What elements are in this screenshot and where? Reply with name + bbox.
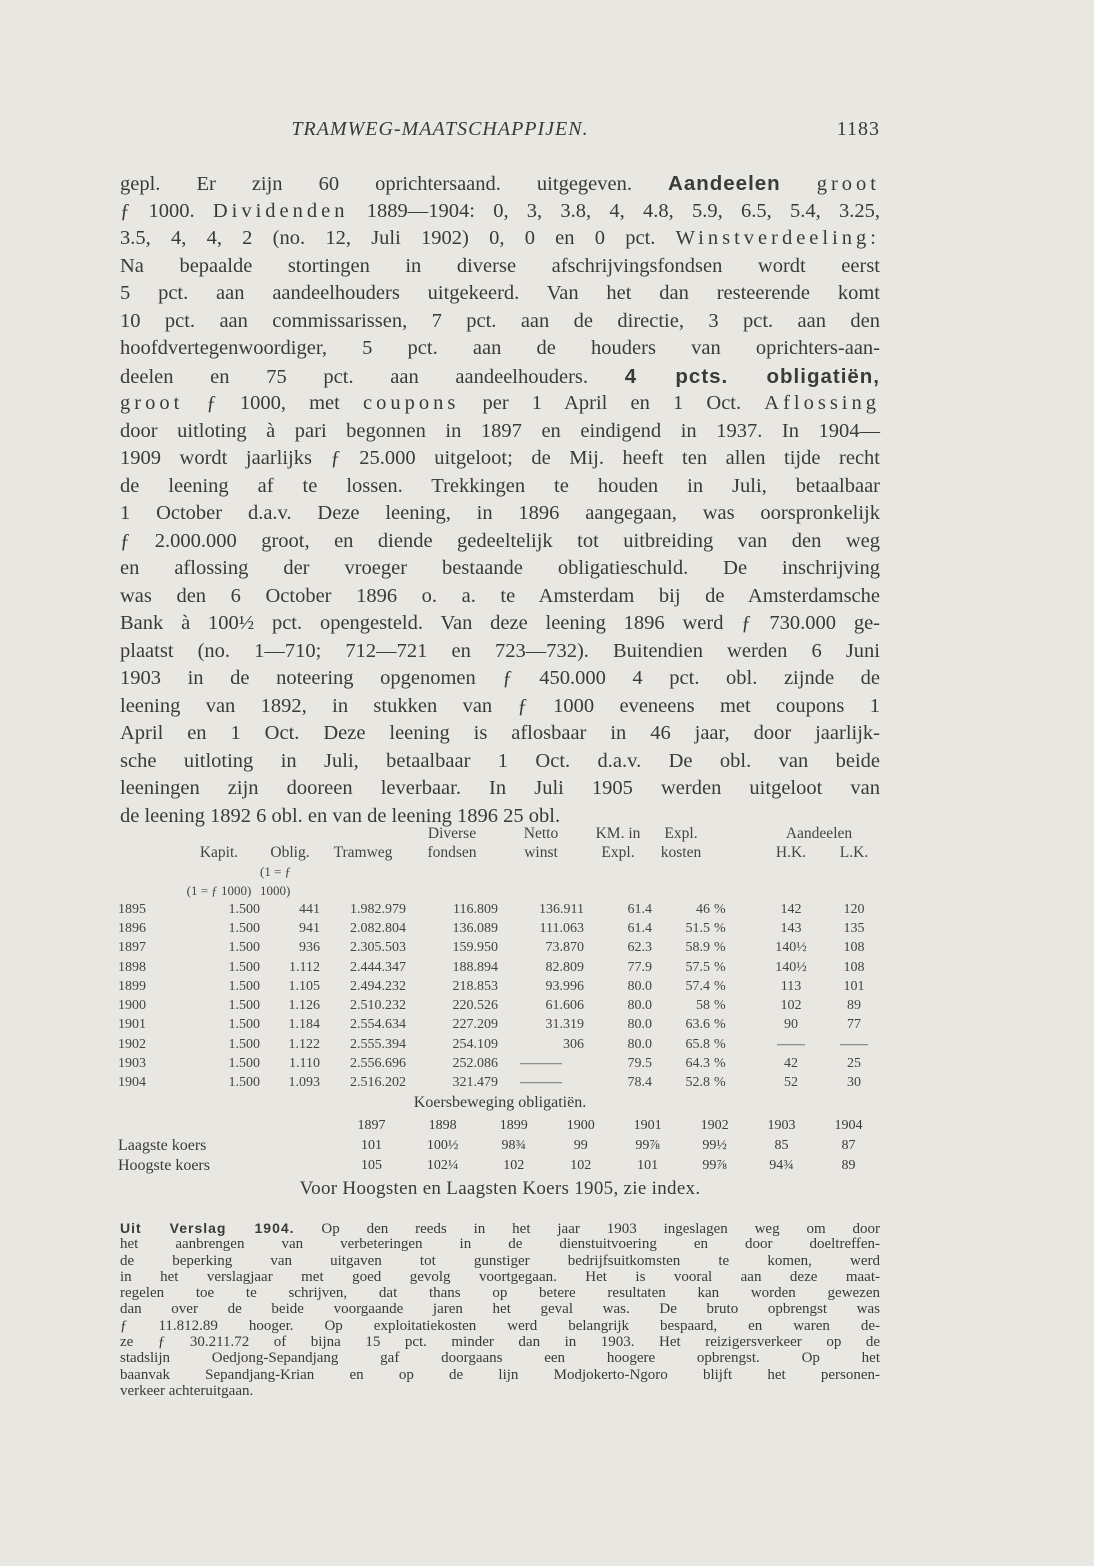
table-cell: 77	[847, 1017, 861, 1033]
text-segment: coupons	[363, 392, 460, 414]
text-line	[120, 198, 880, 226]
table-cell: 142	[780, 901, 802, 917]
table-cell: 441	[299, 901, 320, 917]
text-segment: ƒ 1000, met	[183, 392, 363, 414]
table-cell: 140½	[775, 940, 807, 956]
table-cell: %	[714, 940, 726, 956]
year-cell: 1900	[566, 1118, 595, 1133]
table-cell: 89	[847, 998, 861, 1014]
table-cell: 2.305.503	[350, 940, 406, 956]
table-cell: 1.500	[228, 901, 260, 917]
table-cell: %	[714, 998, 726, 1014]
table-cell: 1.982.979	[350, 901, 406, 917]
text-segment: April en 1 Oct. Deze leening is aflosbaar in 46 jaar, door jaarlijk-	[120, 722, 880, 744]
text-segment: 1909 wordt jaarlijks ƒ 25.000 uitgeloot; de Mij. heeft ten allen tijde recht	[120, 447, 880, 469]
table-cell: 1902	[118, 1036, 146, 1052]
text-segment: in het verslagjaar met goed gevolg voortgegaan. Het is vooral aan deze maat-	[120, 1268, 880, 1285]
text-segment: 10 pct. aan commissarissen, 7 pct. aan de directie, 3 pct. aan den	[120, 309, 880, 332]
table-cell: 73.870	[545, 940, 584, 956]
table-cell: 254.109	[452, 1036, 498, 1052]
table-cell: 2.510.232	[350, 998, 406, 1014]
table-cell: 116.809	[453, 901, 498, 917]
table-row	[118, 1074, 882, 1093]
table-cell: 1.500	[228, 1036, 260, 1052]
table-cell: 111.063	[539, 920, 584, 936]
text-line	[120, 665, 880, 693]
table-unit-row	[118, 862, 882, 900]
table-cell: 1897	[118, 940, 146, 956]
table-row	[118, 977, 882, 996]
table-cell: 80.0	[627, 978, 652, 994]
text-line	[120, 693, 880, 721]
year-cell: 1901	[633, 1118, 662, 1133]
table-cell: ——	[777, 1036, 805, 1052]
table-cell: 2.556.696	[350, 1056, 406, 1072]
text-segment: de leening af te lossen. Trekkingen te houden in Juli, betaalbaar	[120, 474, 880, 497]
koers-cell: 99½	[702, 1138, 727, 1153]
table-cell: 61.4	[627, 901, 652, 917]
table-cell: 31.319	[545, 1017, 584, 1033]
text-segment: leening van 1892, in stukken van ƒ 1000 eveneens met coupons 1	[120, 694, 880, 717]
table-cell: 1.126	[288, 998, 320, 1014]
text-segment: 5 pct. aan aandeelhouders uitgekeerd. Van het dan resteerende komt	[120, 282, 880, 304]
year-cell: 1903	[767, 1118, 796, 1133]
text-segment: Aflossing	[764, 392, 880, 414]
text-segment: dan over de beide voorgaande jaren het geval was. De bruto opbrengst was	[120, 1301, 880, 1318]
koers-cell: 99	[573, 1138, 588, 1153]
table-cell: 2.555.394	[350, 1036, 406, 1052]
table-cell: 136.089	[452, 920, 498, 936]
col-header: L.K.	[839, 844, 869, 861]
koers-cell: 89	[841, 1158, 856, 1173]
table-cell: 159.950	[452, 940, 498, 956]
table-cell: 90	[784, 1017, 798, 1033]
col-header: Oblig.	[270, 844, 310, 861]
unit-note: (1 = ƒ 1000)	[186, 883, 252, 898]
text-segment: deelen en 75 pct. aan aandeelhouders.	[120, 365, 625, 388]
text-segment: groot	[120, 392, 184, 414]
year-cell: 1898	[428, 1118, 457, 1133]
koers-cell: 102	[503, 1158, 525, 1173]
table-cell: 80.0	[627, 998, 652, 1014]
table-cell: 1.500	[228, 1017, 260, 1033]
table-cell: 63.6	[685, 1017, 710, 1033]
unit-note: (1 = ƒ 1000)	[260, 864, 292, 898]
koers-cell: 100½	[426, 1138, 459, 1153]
text-segment: stadslijn Oedjong-Sepandjang gaf doorgaans een hoogere opbrengst. Op het	[120, 1350, 880, 1367]
col-header: Netto	[523, 825, 559, 842]
col-header: Expl.	[601, 844, 635, 861]
text-segment: regelen toe te schrijven, dat thans op betere resultaten kan worden gewezen	[120, 1285, 880, 1302]
table-cell: 57.5	[685, 959, 710, 975]
year-cell: 1902	[700, 1118, 729, 1133]
text-segment: ƒ 1000.	[120, 199, 213, 222]
text-line	[120, 1269, 880, 1285]
table-cell: 78.4	[627, 1075, 652, 1091]
koers-cell: 102	[570, 1158, 592, 1173]
table-cell: 42	[784, 1056, 798, 1072]
text-line	[120, 308, 880, 336]
col-header: kosten	[660, 844, 702, 861]
koers-title: Koersbeweging obligatiën.	[413, 1094, 587, 1111]
table-cell: 1.093	[288, 1075, 320, 1091]
table-cell: %	[714, 1056, 726, 1072]
table-header-row	[118, 843, 882, 862]
koers-cell: 87	[841, 1138, 856, 1153]
col-header: fondsen	[427, 844, 477, 861]
koers-cell: 101	[637, 1158, 659, 1173]
text-line	[120, 1334, 880, 1350]
table-cell: 136.911	[539, 901, 584, 917]
text-segment: groot	[816, 173, 880, 195]
table-cell: 1904	[118, 1075, 146, 1091]
year-cell: 1899	[499, 1118, 528, 1133]
table-cell: ———	[520, 1075, 562, 1091]
table-cell: 1.500	[228, 1056, 260, 1072]
table-cell: %	[714, 920, 726, 936]
year-cell: 1897	[357, 1118, 386, 1133]
table-row	[118, 1035, 882, 1054]
text-line	[120, 225, 880, 253]
table-cell: 101	[843, 978, 865, 994]
table-cell: 79.5	[627, 1056, 652, 1072]
koers-table	[118, 1116, 882, 1176]
text-segment: het aanbrengen van verbeteringen in de dienstuitvoering en door doeltreffen-	[120, 1236, 880, 1253]
text-segment: de leening 1892 6 obl. en van de leening 1896 25 obl.	[120, 804, 561, 827]
table-cell: 1.122	[288, 1036, 320, 1052]
table-cell: 108	[843, 959, 865, 975]
table-cell: 51.5	[685, 920, 710, 936]
body-paragraph	[120, 170, 880, 830]
text-segment: ƒ 11.812.89 hooger. Op exploitatiekosten werd belangrijk bespaard, en waren de-	[120, 1317, 880, 1334]
table-cell: 80.0	[627, 1017, 652, 1033]
text-segment: baanvak Sepandjang-Krian en op de lijn Modjokerto-Ngoro blijft het personen-	[120, 1366, 880, 1383]
koers-row	[118, 1136, 882, 1156]
col-header: Expl.	[664, 825, 698, 842]
table-cell: 227.209	[452, 1017, 498, 1033]
table-cell: 52	[784, 1075, 798, 1091]
text-segment: ƒ 2.000.000 groot, en diende gedeeltelijk tot uitbreiding van den weg	[120, 529, 880, 552]
text-line	[120, 418, 880, 446]
text-line	[120, 1350, 880, 1366]
table-cell: 61.4	[627, 920, 652, 936]
text-segment: verkeer achteruitgaan.	[120, 1382, 254, 1399]
koers-year-row	[118, 1116, 882, 1136]
text-line	[120, 528, 880, 556]
table-cell: 2.516.202	[350, 1075, 406, 1091]
koers-label: Laagste koers	[118, 1137, 207, 1154]
table-cell: 2.082.804	[350, 920, 406, 936]
table-cell: %	[714, 1017, 726, 1033]
text-segment: Op den reeds in het jaar 1903 ingeslagen weg om door	[294, 1221, 880, 1237]
table-header-row	[118, 824, 882, 843]
koers-cell: 102¼	[426, 1158, 459, 1173]
text-line	[120, 390, 880, 418]
table-cell: 80.0	[627, 1036, 652, 1052]
koers-cell: 105	[360, 1158, 382, 1173]
text-line	[120, 610, 880, 638]
table-cell: 64.3	[685, 1056, 710, 1072]
statistics-table	[118, 824, 882, 1093]
col-header: Tramweg	[333, 844, 393, 861]
table-row	[118, 1054, 882, 1073]
text-segment: 1 October d.a.v. Deze leening, in 1896 aangegaan, was oorspronkelijk	[120, 502, 880, 524]
text-line	[120, 500, 880, 528]
text-segment: was den 6 October 1896 o. a. te Amsterdam bij de Amsterdamsche	[120, 584, 880, 607]
table-cell: 2.444.347	[350, 959, 406, 975]
table-cell: 936	[299, 940, 320, 956]
text-line	[120, 1285, 880, 1301]
table-cell: 113	[780, 978, 802, 994]
text-segment: 1889—1904: 0, 3, 3.8, 4, 4.8, 5.9, 6.5, 5.4, 3.25,	[348, 199, 880, 222]
text-line	[120, 253, 880, 281]
table-row	[118, 996, 882, 1015]
text-line	[120, 583, 880, 611]
text-line	[120, 1220, 880, 1236]
table-cell: %	[714, 901, 726, 917]
col-header: Kapit.	[199, 844, 239, 861]
koers-row	[118, 1156, 882, 1176]
text-segment: Uit Verslag 1904.	[120, 1220, 295, 1236]
table-row	[118, 958, 882, 977]
text-line	[120, 363, 880, 391]
text-segment: per 1 April en 1 Oct.	[459, 392, 765, 414]
text-line	[120, 748, 880, 776]
table-cell: 1899	[118, 978, 146, 994]
table-cell: 220.526	[452, 998, 498, 1014]
table-cell: 1900	[118, 998, 146, 1014]
table-row	[118, 900, 882, 919]
koers-cell: 94¾	[769, 1158, 794, 1173]
table-cell: 77.9	[627, 959, 652, 975]
table-cell: 252.086	[452, 1056, 498, 1072]
table-cell: 82.809	[545, 959, 584, 975]
text-segment: Dividenden	[212, 199, 349, 222]
text-line	[120, 445, 880, 473]
text-segment: Bank à 100½ pct. opengesteld. Van deze leening 1896 werd ƒ 730.000 ge-	[120, 612, 880, 634]
table-cell: 1896	[118, 920, 146, 936]
text-segment: door uitloting à pari begonnen in 1897 en eindigend in 1937. In 1904—	[120, 419, 880, 442]
col-header: KM. in	[595, 825, 641, 842]
text-segment: en aflossing der vroeger bestaande obligatieschuld. De inschrijving	[120, 557, 880, 579]
table-cell: 108	[843, 940, 865, 956]
table-cell: %	[714, 1036, 726, 1052]
table-cell: 321.479	[452, 1075, 498, 1091]
table-cell: 61.606	[545, 998, 584, 1014]
text-segment	[781, 173, 817, 195]
text-segment: leeningen zijn dooreen leverbaar. In Juli 1905 werden uitgeloot van	[120, 777, 880, 799]
koers-label: Hoogste koers	[118, 1157, 210, 1174]
text-line	[120, 638, 880, 666]
table-cell: 102	[780, 998, 802, 1014]
table-cell: 62.3	[627, 940, 652, 956]
text-segment: de beperking van uitgaven tot gunstiger bedrijfsuitkomsten te komen, werd	[120, 1252, 880, 1269]
table-cell: 93.996	[545, 978, 584, 994]
table-cell: 1.112	[289, 959, 320, 975]
year-cell: 1904	[834, 1118, 863, 1133]
koers-cell: 101	[360, 1138, 382, 1153]
table-cell: 1.500	[228, 959, 260, 975]
koers-cell: 99⅞	[702, 1158, 727, 1173]
table-row	[118, 919, 882, 938]
text-segment: Aandeelen	[668, 172, 781, 195]
text-line	[120, 1367, 880, 1383]
col-header: Aandeelen	[785, 825, 853, 842]
table-cell: 2.494.232	[350, 978, 406, 994]
text-line	[120, 775, 880, 803]
table-cell: 25	[847, 1056, 861, 1072]
table-cell: 218.853	[452, 978, 498, 994]
table-cell: 1903	[118, 1056, 146, 1072]
table-cell: 52.8	[685, 1075, 710, 1091]
table-cell: 120	[843, 901, 865, 917]
table-cell: 30	[847, 1075, 861, 1091]
table-cell: %	[714, 959, 726, 975]
text-segment: ze ƒ 30.211.72 of bijna 15 pct. minder dan in 1903. Het reizigersverkeer op de	[120, 1334, 880, 1351]
col-header: Diverse	[427, 825, 477, 842]
table-cell: 57.4	[685, 978, 710, 994]
table-cell: 1.500	[228, 998, 260, 1014]
text-segment: 1903 in de noteering opgenomen ƒ 450.000 4 pct. obl. zijnde de	[120, 667, 880, 689]
table-row	[118, 939, 882, 958]
table-cell: 46	[696, 901, 710, 917]
text-line	[120, 720, 880, 748]
table-cell: %	[714, 1075, 726, 1091]
koers-cell: 99⅞	[635, 1138, 660, 1153]
table-cell: ———	[520, 1056, 562, 1072]
text-segment: 3.5, 4, 4, 2 (no. 12, Juli 1902) 0, 0 en 0 pct.	[120, 227, 676, 249]
text-segment: 4 pcts. obligatiën,	[624, 364, 881, 388]
koers-cell: 98¾	[501, 1138, 526, 1153]
table-cell: 1.184	[288, 1017, 320, 1033]
table-cell: 188.894	[452, 959, 498, 975]
table-cell: 140½	[775, 959, 807, 975]
text-line	[120, 280, 880, 308]
koers-cell: 85	[774, 1138, 789, 1153]
report-paragraph	[120, 1220, 880, 1399]
table-cell: 1.500	[228, 1075, 260, 1091]
table-row	[118, 1016, 882, 1035]
table-cell: 1.105	[288, 978, 320, 994]
text-line	[120, 1253, 880, 1269]
table-cell: 58	[696, 998, 710, 1014]
table-cell: 941	[299, 920, 320, 936]
text-segment: hoofdvertegenwoordiger, 5 pct. aan de houders van oprichters-aan-	[120, 337, 880, 359]
table-cell: 1.500	[228, 940, 260, 956]
text-line	[120, 335, 880, 363]
text-segment: Winstverdeeling:	[675, 227, 880, 249]
table-cell: 1.110	[289, 1056, 320, 1072]
text-line	[120, 1236, 880, 1252]
table-cell: 1.500	[228, 920, 260, 936]
text-segment: plaatst (no. 1—710; 712—721 en 723—732). Buitendien werden 6 Juni	[120, 639, 880, 662]
index-note: Voor Hoogsten en Laagsten Koers 1905, zie index.	[299, 1178, 701, 1199]
table-cell: 306	[563, 1036, 584, 1052]
text-line	[120, 1301, 880, 1317]
header-title: TRAMWEG-MAATSCHAPPIJEN.	[291, 118, 589, 140]
text-line	[120, 473, 880, 501]
table-cell: 58.9	[685, 940, 710, 956]
table-cell: 1895	[118, 901, 146, 917]
col-header: H.K.	[775, 844, 807, 861]
table-cell: ——	[840, 1036, 868, 1052]
page-number: 1183	[836, 118, 880, 140]
table-cell: 1901	[118, 1017, 146, 1033]
text-line	[120, 170, 880, 198]
text-line	[120, 1383, 880, 1399]
text-segment: Na bepaalde stortingen in diverse afschrijvingsfondsen wordt eerst	[120, 254, 880, 277]
col-header: winst	[524, 844, 558, 861]
table-cell: 2.554.634	[350, 1017, 406, 1033]
table-cell: 135	[843, 920, 865, 936]
text-line	[120, 555, 880, 583]
text-segment: sche uitloting in Juli, betaalbaar 1 Oct. d.a.v. De obl. van beide	[120, 749, 880, 772]
text-segment: gepl. Er zijn 60 oprichtersaand. uitgegeven.	[120, 173, 669, 195]
table-cell: %	[714, 978, 726, 994]
table-cell: 143	[780, 920, 802, 936]
table-cell: 65.8	[685, 1036, 710, 1052]
table-cell: 1.500	[228, 978, 260, 994]
table-cell: 1898	[118, 959, 146, 975]
text-line	[120, 1318, 880, 1334]
